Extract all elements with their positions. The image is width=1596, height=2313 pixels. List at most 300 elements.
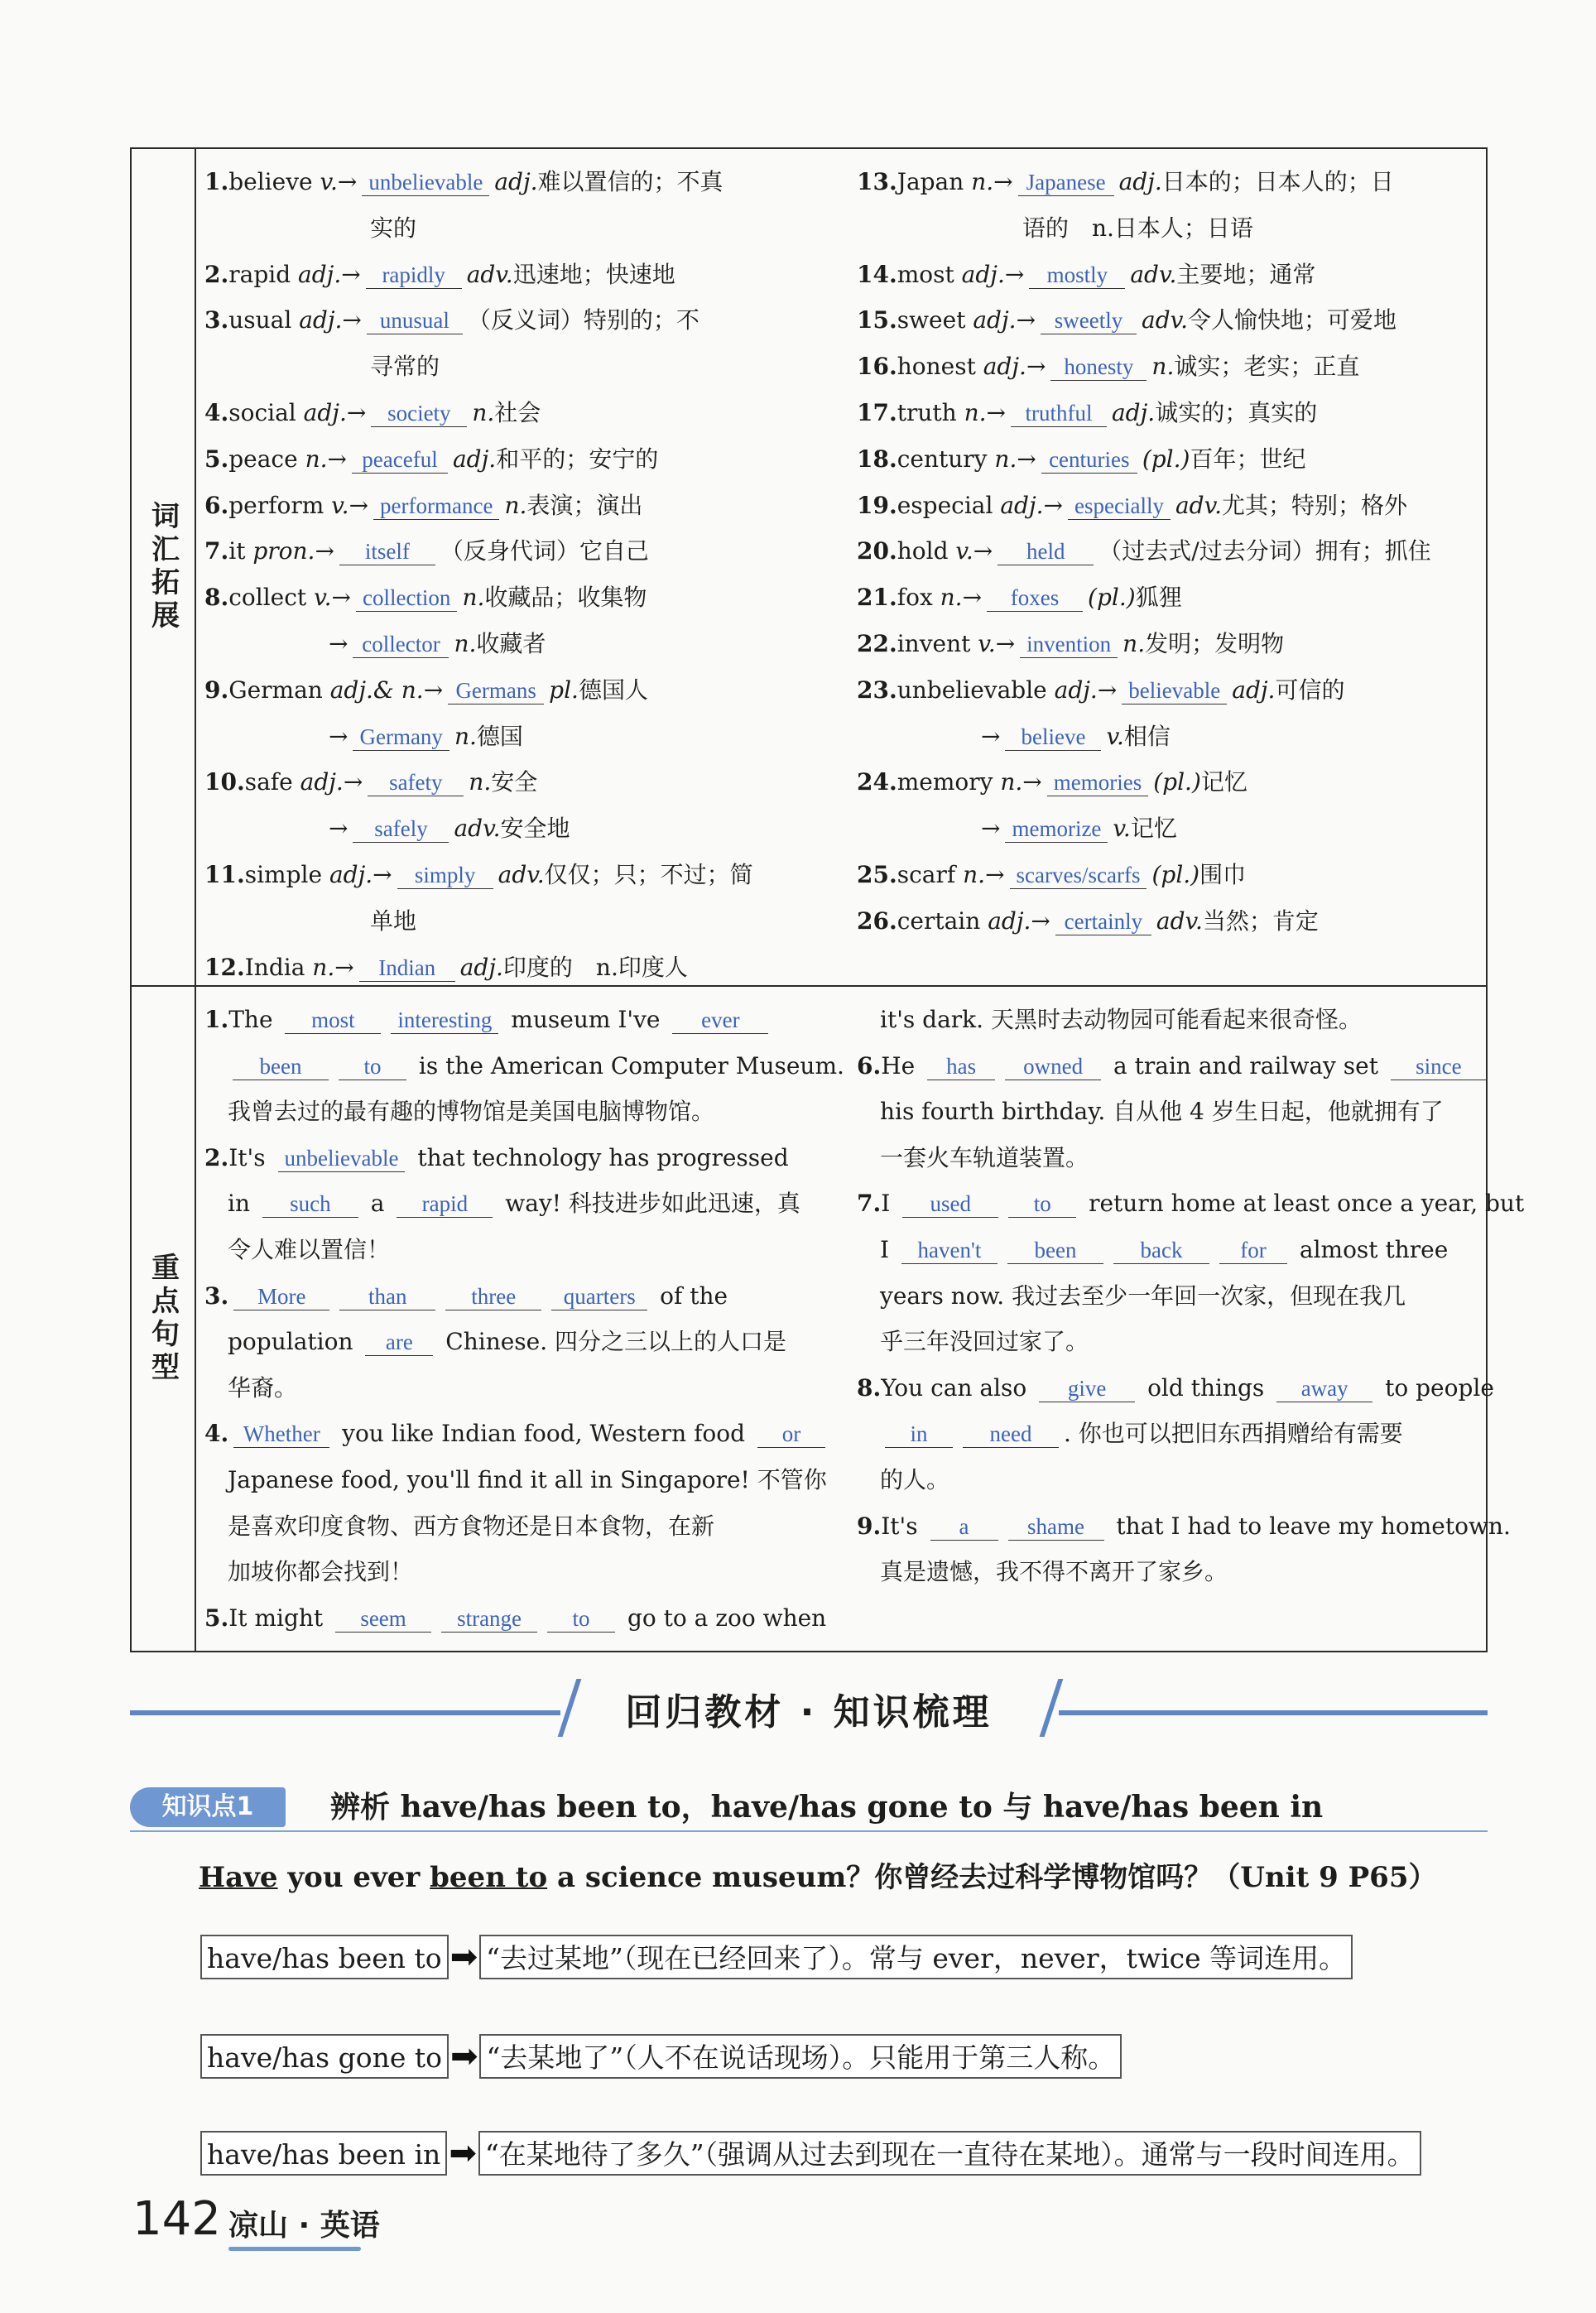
answer-blank: to (547, 1605, 615, 1633)
part-of-speech: adj. (329, 860, 373, 888)
answer-blank: used (902, 1190, 998, 1218)
rule-description: “去过某地”（现在已经回来了）。常与 ever，never，twice 等词连用。 (479, 1935, 1353, 1979)
part-of-speech: (pl.) (1153, 768, 1201, 796)
sentence-text: 一套火车轨道装置。 (880, 1143, 1089, 1171)
sentence-line (204, 1273, 842, 1320)
rule-term: have/has gone to (200, 2034, 449, 2079)
part-of-speech: v. (1106, 722, 1124, 750)
arrow-icon: → (343, 768, 363, 796)
chinese-meaning: 和平的；安宁的 (496, 445, 659, 473)
sentence-text: 我曾去过的最有趣的博物馆是美国电脑博物馆。 (228, 1098, 715, 1126)
part-of-speech: v. (955, 537, 973, 565)
answer-blank: society (371, 400, 467, 427)
item-number: 5. (204, 445, 229, 473)
answer-blank: in (885, 1421, 953, 1448)
item-number: 21. (857, 584, 897, 612)
answer-blank: seem (335, 1605, 431, 1633)
rule-term: have/has been to (200, 1935, 449, 1979)
item-number: 10. (204, 768, 245, 796)
chinese-meaning: （反义词）特别的；不 (467, 306, 699, 334)
vocab-text: 单地 (370, 906, 417, 935)
arrow-icon: → (334, 953, 354, 981)
answer-blank: been (1007, 1237, 1103, 1264)
arrow-icon: → (315, 537, 334, 565)
rule-row (200, 2129, 1421, 2177)
rule-description: “去某地了”（人不在说话现场）。只能用于第三人称。 (479, 2034, 1122, 2079)
item-number: 6. (857, 1051, 882, 1080)
sentence-line (204, 1319, 842, 1365)
answer-blank: collector (353, 631, 449, 658)
exercise-table (130, 147, 1525, 1652)
head-word: German (228, 676, 330, 704)
vocab-section (132, 149, 1486, 987)
part-of-speech: n. (462, 584, 485, 612)
answer-blank: centuries (1041, 446, 1137, 474)
answer-blank: unusual (367, 307, 463, 334)
sentence-line (204, 1365, 842, 1411)
chinese-meaning: 记忆 (1200, 768, 1247, 796)
vocab-item (204, 390, 842, 436)
answer-blank: scarves/scarfs (1010, 862, 1147, 889)
item-number: 7. (204, 537, 229, 565)
head-word: certain (897, 906, 988, 935)
sentence-left-column (204, 997, 842, 1641)
item-number: 23. (857, 676, 897, 704)
chinese-meaning: （过去式/过去分词）拥有；抓住 (1098, 537, 1431, 565)
chinese-meaning: 德国人 (578, 676, 648, 704)
chinese-meaning: 安全地 (500, 815, 570, 843)
arrow-icon: → (1026, 353, 1046, 381)
vocab-item (204, 252, 842, 298)
book-title-underline (228, 2247, 361, 2251)
chinese-meaning: 难以置信的；不真 (537, 168, 723, 195)
sentence-text: return home at least once a year, but (1081, 1190, 1525, 1218)
vocab-item (857, 575, 1486, 621)
vocab-item (857, 344, 1486, 390)
chinese-meaning: 诚实；老实；正直 (1174, 353, 1360, 381)
sentence-text: I (881, 1190, 898, 1218)
part-of-speech: n. (472, 398, 495, 426)
chinese-meaning: 主要地；通常 (1176, 260, 1316, 288)
sentence-text: in (228, 1190, 257, 1218)
answer-blank: foxes (987, 584, 1083, 612)
chinese-meaning: 百年；世纪 (1190, 445, 1306, 473)
vocab-item (204, 945, 842, 991)
item-number: 26. (857, 906, 897, 935)
sentence-line (857, 1365, 1494, 1411)
item-number: 13. (857, 168, 897, 195)
sentence-text: that technology has progressed (410, 1143, 789, 1171)
item-number: 2. (204, 260, 229, 288)
part-of-speech: n. (964, 398, 987, 426)
head-word: honest (897, 353, 983, 381)
head-word: fox (897, 584, 940, 612)
part-of-speech: n. (963, 860, 986, 888)
arrow-icon: → (973, 537, 993, 565)
answer-blank: safely (353, 815, 449, 843)
item-number: 3. (204, 1282, 229, 1310)
vocab-item (857, 436, 1486, 483)
head-word: collect (228, 584, 315, 612)
arrow-icon: → (1031, 906, 1050, 935)
part-of-speech: n. (994, 445, 1017, 473)
arrow-icon: → (327, 445, 347, 473)
sentence-line (204, 1411, 842, 1457)
sentence-text: museum I've (503, 1006, 668, 1033)
arrow-right-icon: ➡ (449, 2134, 477, 2172)
part-of-speech: adj. (988, 906, 1031, 935)
arrow-icon: → (346, 398, 367, 426)
answer-blank: especially (1068, 493, 1171, 520)
answer-blank: believable (1122, 677, 1227, 704)
vocab-right-column (857, 159, 1486, 945)
answer-blank: three (445, 1283, 541, 1310)
part-of-speech: n. (454, 629, 477, 657)
vocab-item (204, 436, 842, 483)
arrow-icon: → (331, 584, 351, 612)
answer-blank: most (285, 1007, 381, 1034)
head-word: it (228, 537, 253, 565)
sentence-text: that I had to leave my hometown. (1108, 1512, 1511, 1540)
book-title: 凉山 · 英语 (228, 2209, 380, 2243)
sentence-text: you like Indian food, Western food (334, 1420, 752, 1448)
head-word: social (228, 398, 304, 426)
item-number: 24. (857, 768, 897, 796)
vocab-item (204, 667, 842, 714)
answer-blank: collection (356, 584, 457, 612)
sentence-text: is the American Computer Museum. (411, 1051, 844, 1080)
vocab-item (857, 483, 1486, 529)
answer-blank: simply (397, 862, 493, 889)
arrow-icon: → (1017, 445, 1036, 473)
sentence-line (857, 1503, 1511, 1550)
part-of-speech: n. (1122, 629, 1146, 657)
arrow-icon: → (329, 815, 349, 843)
answer-blank: or (757, 1421, 825, 1448)
answer-blank: been (233, 1053, 329, 1080)
rule-row (200, 1933, 1353, 1981)
sentence-text: to people (1377, 1373, 1494, 1402)
chinese-meaning: 社会 (494, 398, 541, 426)
sentence-right-column (857, 997, 1525, 1595)
part-of-speech: v. (1113, 815, 1131, 843)
item-number: 16. (857, 353, 897, 381)
sentence-text: 的人。 (880, 1465, 950, 1493)
chinese-meaning: 收藏者 (476, 629, 546, 657)
answer-blank: Indian (359, 955, 455, 982)
answer-blank: held (997, 538, 1094, 565)
part-of-speech: v. (320, 168, 338, 195)
sentence-line (857, 1319, 1486, 1365)
chinese-meaning: 可信的 (1275, 676, 1345, 704)
sentence-line (857, 1411, 1486, 1457)
item-number: 1. (204, 1006, 229, 1033)
item-number: 2. (204, 1143, 229, 1171)
vocab-sidebar (132, 149, 196, 985)
sentence-text: Chinese. 四分之三以上的人口是 (438, 1328, 787, 1356)
part-of-speech: adj. (298, 260, 342, 288)
item-number: 7. (857, 1190, 882, 1218)
head-word: hold (897, 537, 956, 565)
part-of-speech: (pl.) (1088, 584, 1136, 612)
item-number: 9. (204, 676, 229, 704)
item-number: 20. (857, 537, 897, 565)
banner-line-left (130, 1710, 560, 1715)
item-number: 22. (857, 629, 897, 657)
answer-blank: than (339, 1283, 435, 1310)
answer-blank: quarters (551, 1283, 647, 1310)
vocab-item (857, 390, 1486, 436)
vocab-item (857, 714, 1486, 760)
head-word: simple (244, 860, 329, 888)
part-of-speech: adj. (299, 306, 343, 334)
item-number: 8. (857, 1373, 882, 1402)
item-number: 14. (857, 260, 897, 288)
answer-blank: a (930, 1513, 998, 1541)
answer-blank: to (1008, 1190, 1076, 1218)
head-word: most (897, 260, 962, 288)
chinese-meaning: （反身代词）它自己 (440, 537, 649, 565)
chinese-meaning: 围巾 (1199, 860, 1247, 888)
vocab-item (204, 898, 842, 945)
sentence-line (204, 1043, 842, 1089)
part-of-speech: n. (454, 722, 477, 750)
answer-blank: safety (368, 769, 464, 796)
part-of-speech: adj. (1111, 398, 1156, 426)
answer-blank: are (365, 1329, 433, 1356)
arrow-icon: → (1022, 768, 1042, 796)
part-of-speech: n. (1000, 768, 1023, 796)
item-number: 9. (857, 1512, 882, 1540)
answer-blank: performance (373, 493, 499, 520)
vocab-item (204, 159, 842, 205)
chinese-meaning: 仅仅；只；不过；简 (544, 860, 753, 888)
part-of-speech: adv. (498, 860, 545, 888)
vocab-item (857, 898, 1486, 945)
answer-blank: strange (441, 1605, 537, 1633)
part-of-speech: adj. (1054, 676, 1098, 704)
arrow-icon: → (349, 491, 369, 519)
part-of-speech: pron. (252, 537, 315, 565)
part-of-speech: n. (940, 584, 963, 612)
part-of-speech: adv. (1130, 260, 1177, 288)
chinese-meaning: 印度的 n.印度人 (502, 953, 688, 981)
answer-blank: truthful (1011, 400, 1107, 427)
answer-blank: itself (339, 538, 435, 565)
part-of-speech: (pl.) (1151, 860, 1200, 888)
answer-blank: invention (1020, 631, 1118, 658)
part-of-speech: n. (971, 168, 994, 195)
arrow-icon: → (373, 860, 392, 888)
section-banner (130, 1672, 1488, 1755)
sentence-text: his fourth birthday. 自从他 4 岁生日起，他就拥有了 (880, 1098, 1444, 1126)
answer-blank: away (1276, 1375, 1372, 1402)
answer-blank: haven't (901, 1237, 997, 1264)
head-word: scarf (897, 860, 964, 888)
part-of-speech: n. (469, 768, 492, 796)
chinese-meaning: 迅速地；快速地 (512, 260, 675, 288)
head-word: sweet (897, 306, 973, 334)
head-word: India (244, 953, 313, 981)
sentence-text: I (880, 1235, 897, 1263)
sentence-text: way! 科技进步如此迅速，真 (498, 1190, 800, 1218)
chinese-meaning: 相信 (1123, 722, 1171, 750)
answer-blank: Japanese (1018, 169, 1114, 196)
sentence-text: a (363, 1190, 392, 1218)
item-number: 17. (857, 398, 897, 426)
sentence-text: It's (228, 1143, 273, 1171)
answer-blank: back (1113, 1237, 1209, 1264)
item-number: 3. (204, 306, 229, 334)
item-number: 25. (857, 860, 897, 888)
sentence-text: It's (881, 1512, 925, 1540)
part-of-speech: adv. (1175, 491, 1222, 519)
sentence-line (857, 1135, 1486, 1181)
arrow-icon: → (1097, 676, 1118, 704)
answer-blank: since (1391, 1053, 1487, 1080)
chinese-meaning: 收藏品；收集物 (484, 584, 647, 612)
answer-blank: unbelievable (278, 1145, 406, 1172)
sentence-text: 令人难以置信！ (228, 1235, 391, 1263)
vocab-item (857, 159, 1486, 205)
head-word: truth (897, 398, 964, 426)
sentence-line (204, 1089, 842, 1135)
rule-term: have/has been in (200, 2131, 447, 2176)
answer-blank: for (1219, 1237, 1287, 1264)
item-number: 15. (857, 306, 897, 334)
arrow-icon: → (981, 815, 1001, 843)
arrow-icon: → (342, 306, 362, 334)
sentence-line (204, 1549, 842, 1595)
part-of-speech: adj. (452, 445, 497, 473)
sentence-sidebar (132, 987, 196, 1651)
vocab-item (204, 297, 842, 344)
part-of-speech: n. (1151, 353, 1175, 381)
knowledge-point-title: 辨析 have/has been to，have/has gone to 与 have/has been in (330, 1790, 1324, 1825)
sentence-text: He (881, 1051, 923, 1080)
chinese-meaning: 日本的；日本人的；日 (1161, 168, 1394, 195)
item-number: 1. (204, 168, 229, 195)
arrow-icon: → (962, 584, 983, 612)
example-underlined-2: been to (430, 1861, 548, 1894)
answer-blank: certainly (1055, 908, 1151, 935)
vocab-item (204, 528, 842, 575)
answer-blank: memories (1047, 769, 1148, 796)
sentence-line (204, 1595, 842, 1642)
page-number: 142 (132, 2192, 221, 2246)
vocab-item (857, 205, 1486, 252)
answer-blank: believe (1005, 724, 1101, 751)
arrow-icon: → (985, 860, 1005, 888)
answer-blank: memorize (1005, 815, 1108, 843)
head-word: rapid (228, 260, 299, 288)
sentence-line (857, 1457, 1486, 1503)
sentence-text: You can also (881, 1373, 1035, 1402)
vocab-text: 语的 n.日本人；日语 (1022, 214, 1253, 242)
part-of-speech: adj. (303, 398, 347, 426)
arrow-icon: → (986, 398, 1006, 426)
item-number: 8. (204, 584, 229, 612)
chinese-meaning: 令人愉快地；可爱地 (1188, 306, 1397, 334)
chinese-meaning: 当然；肯定 (1202, 906, 1319, 935)
vocab-item (204, 205, 842, 252)
sentence-text: 真是遗憾，我不得不离开了家乡。 (880, 1558, 1228, 1586)
vocab-item (204, 714, 842, 760)
vocab-item (857, 805, 1486, 852)
part-of-speech: adj.& n. (329, 676, 424, 704)
head-word: invent (897, 629, 978, 657)
vocab-item (857, 297, 1486, 344)
item-number: 6. (204, 491, 229, 519)
part-of-speech: v. (978, 629, 996, 657)
sentence-line (857, 1181, 1525, 1227)
chinese-meaning: 德国 (476, 722, 523, 750)
answer-blank: honesty (1050, 353, 1147, 381)
vocab-label: 词汇拓展 (146, 501, 180, 633)
sentence-line (204, 1227, 842, 1273)
vocab-item (857, 759, 1486, 805)
sentence-text: It might (228, 1604, 331, 1632)
answer-blank: sweetly (1041, 307, 1137, 334)
answer-blank: rapidly (366, 262, 462, 289)
arrow-icon: → (1016, 306, 1036, 334)
arrow-icon: → (329, 722, 349, 750)
vocab-item (204, 852, 842, 898)
knowledge-point-badge: 知识点1 (130, 1787, 286, 1827)
sentence-text: 乎三年没回过家了。 (880, 1328, 1089, 1356)
vocab-item (857, 621, 1486, 667)
chinese-meaning: 诚实的；真实的 (1155, 398, 1318, 426)
sentence-line (857, 1227, 1486, 1273)
sentence-text: population (228, 1328, 361, 1356)
example-underlined-1: Have (199, 1861, 278, 1894)
part-of-speech: adv. (466, 260, 513, 288)
sentence-line (857, 997, 1486, 1043)
item-number: 11. (204, 860, 245, 888)
arrow-icon: → (341, 260, 361, 288)
arrow-icon: → (981, 722, 1001, 750)
example-text-1: you ever (277, 1861, 430, 1894)
arrow-icon: → (1004, 260, 1025, 288)
item-number: 19. (857, 491, 897, 519)
arrow-icon: → (995, 629, 1016, 657)
part-of-speech: adv. (454, 815, 501, 843)
item-number: 5. (204, 1604, 229, 1632)
head-word: century (897, 445, 995, 473)
chinese-meaning: 尤其；特别；格外 (1221, 491, 1407, 519)
vocab-item (204, 805, 842, 852)
vocab-item (857, 667, 1486, 714)
answer-blank: Whether (233, 1421, 329, 1448)
part-of-speech: adj. (961, 260, 1005, 288)
answer-blank: ever (672, 1007, 768, 1034)
banner-title: 回归教材 · 知识梳理 (625, 1691, 993, 1734)
answer-blank: unbelievable (362, 169, 489, 196)
arrow-icon: → (1043, 491, 1064, 519)
sentence-text: 是喜欢印度食物、西方食物还是日本食物，在新 (228, 1512, 715, 1540)
sentence-line (857, 1273, 1486, 1320)
item-number: 4. (204, 1420, 229, 1448)
part-of-speech: adj. (459, 953, 503, 981)
sentence-text: 加坡你都会找到！ (228, 1558, 414, 1586)
head-word: memory (897, 768, 1001, 796)
answer-blank: to (339, 1053, 406, 1080)
arrow-icon: → (329, 629, 349, 657)
rule-row (200, 2032, 1122, 2080)
example-text-2: a science museum？你曾经去过科学博物馆吗？（Unit 9 P65） (547, 1861, 1437, 1894)
arrow-icon: → (993, 168, 1013, 195)
part-of-speech: adj. (983, 353, 1026, 381)
